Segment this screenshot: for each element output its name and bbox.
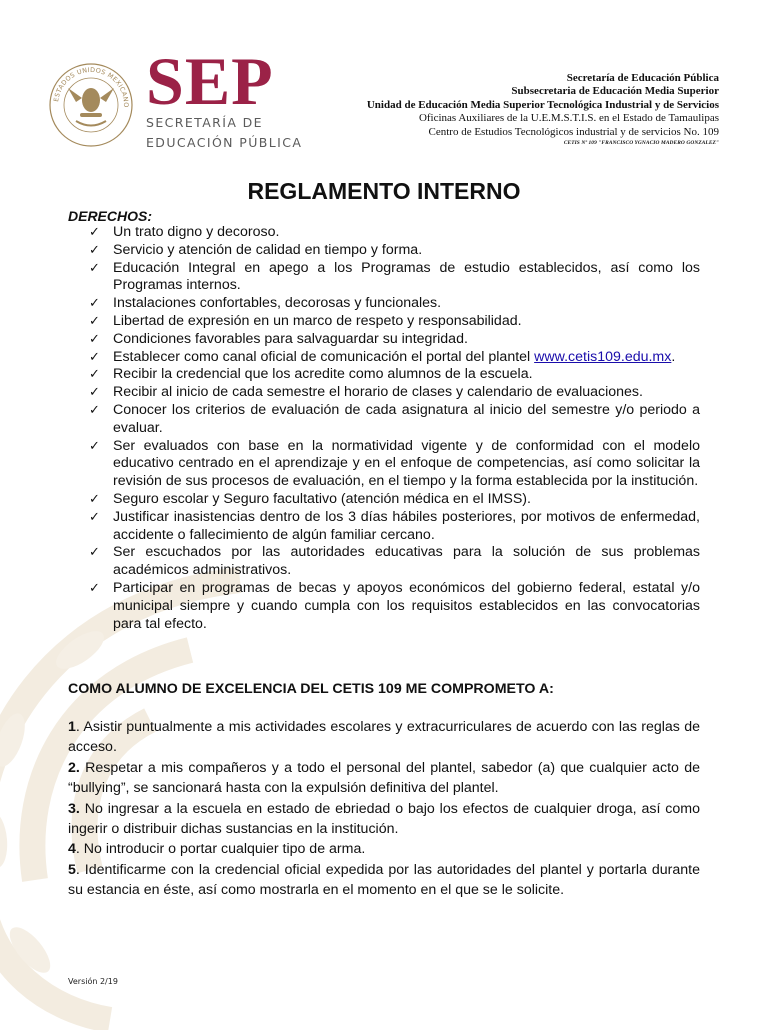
commitments-list (68, 717, 700, 901)
rights-item-text: Conocer los criterios de evaluación de cada asignatura al inicio del semestre y/o periodo a evaluar. (113, 401, 700, 436)
rights-item-text: Libertad de expresión en un marco de respeto y responsabilidad. (113, 312, 522, 329)
sep-wordmark: SEP (146, 43, 274, 119)
check-icon: ✓ (89, 545, 100, 561)
list-item (86, 544, 700, 580)
rights-item-text: Establecer como canal oficial de comunicación el portal del plantel (113, 348, 531, 365)
check-icon: ✓ (89, 438, 100, 454)
rights-item-text: Servicio y atención de calidad en tiempo y forma. (113, 241, 423, 258)
list-item (86, 580, 700, 633)
institution-line-2: Subsecretaria de Educación Media Superior (511, 85, 719, 98)
check-icon: ✓ (89, 509, 100, 525)
rights-item-text: Condiciones favorables para salvaguardar su integridad. (113, 330, 468, 347)
portal-link-suffix: . (671, 348, 676, 365)
list-item (86, 366, 700, 384)
check-icon: ✓ (89, 367, 100, 383)
check-icon: ✓ (89, 385, 100, 401)
commitment-text: No ingresar a la escuela en estado de ebriedad o bajo los efectos de cualquier droga, así como ingerir o distribuir dichas sustancias en la institución. (68, 800, 700, 838)
check-icon: ✓ (89, 580, 100, 596)
list-item (86, 224, 700, 242)
sep-brand (146, 43, 303, 152)
rights-item-text: Recibir al inicio de cada semestre el horario de clases y calendario de evaluaciones. (113, 384, 643, 401)
rights-item-text: Ser evaluados con base en la normatividad vigente y de conformidad con el modelo educativo centrado en el aprendizaje y en el enfoque de competencias, así como solicitar la revisión de sus procesos de evaluación, en el tiempo y la forma establecida por la institución. (113, 437, 700, 490)
commitment-text: . No introducir o portar cualquier tipo de arma. (75, 841, 366, 858)
commitment-number: 2. (68, 759, 80, 776)
list-item (86, 402, 700, 438)
mexico-seal-logo (46, 58, 136, 148)
rights-heading: DERECHOS: (68, 208, 153, 224)
list-item (86, 491, 700, 509)
list-item (86, 313, 700, 331)
check-icon: ✓ (89, 225, 100, 240)
commitments-heading: COMO ALUMNO DE EXCELENCIA DEL CETIS 109 ME COMPROMETO A: (68, 681, 554, 697)
institution-line-5: Centro de Estudios Tecnológicos industrial y de servicios No. 109 (428, 125, 719, 138)
institution-line-4: Oficinas Auxiliares de la U.E.M.S.T.I.S. en el Estado de Tamaulipas (418, 112, 719, 125)
rights-item-text: Justificar inasistencias dentro de los 3 días hábiles posteriores, por motivos de enfermedad, accidente o fallecimiento de algún familiar cercano. (113, 508, 700, 543)
commitment-item (68, 860, 700, 901)
list-item (86, 384, 700, 402)
commitment-number: 1 (68, 719, 76, 735)
check-icon: ✓ (89, 402, 100, 418)
school-portal-link[interactable]: www.cetis109.edu.mx (534, 348, 672, 365)
check-icon: ✓ (89, 331, 100, 347)
institution-line-1: Secretaría de Educación Pública (566, 72, 719, 84)
commitment-item (68, 717, 700, 758)
list-item (86, 295, 700, 313)
institution-header (367, 72, 719, 148)
list-item (86, 242, 700, 260)
commitment-number: 3. (68, 800, 80, 817)
check-icon: ✓ (89, 349, 100, 365)
list-item (86, 509, 700, 545)
seal-text: ESTADOS UNIDOS MEXICANO (52, 65, 131, 108)
rights-item-text: Participar en programas de becas y apoyos económicos del gobierno federal, estatal y/o municipal siempre y cuando cumpla con los requisitos establecidos en las convocatorias para tal efecto. (113, 579, 700, 632)
commitment-number: 5 (68, 861, 76, 878)
check-icon: ✓ (89, 313, 100, 329)
check-icon: ✓ (89, 260, 100, 276)
check-icon: ✓ (89, 242, 100, 258)
commitment-number: 4 (68, 841, 76, 858)
rights-item-text: Un trato digno y decoroso. (113, 224, 280, 240)
commitment-text: . Identificarme con la credencial oficial expedida por las autoridades del plantel y portarla durante su estancia en éste, así como mostrarla en el momento en el que se le solicite. (68, 861, 700, 899)
list-item (86, 331, 700, 349)
document-title: REGLAMENTO INTERNO (247, 178, 521, 204)
institution-line-3: Unidad de Educación Media Superior Tecnológica Industrial y de Servicios (366, 98, 719, 111)
list-item (86, 438, 700, 491)
rights-list (86, 224, 700, 633)
commitment-item (68, 758, 700, 799)
brand-subtitle-line-1: SECRETARÍA DE (146, 115, 263, 130)
rights-item-text: Instalaciones confortables, decorosas y funcionales. (113, 295, 442, 312)
rights-item-text: Educación Integral en apego a los Programas de estudio establecidos, así como los Programas internos. (113, 259, 700, 294)
check-icon: ✓ (89, 296, 100, 312)
check-icon: ✓ (89, 491, 100, 507)
list-item (86, 260, 700, 296)
commitment-text: . Asistir puntualmente a mis actividades escolares y extracurriculares de acuerdo con las reglas de acceso. (68, 719, 700, 756)
rights-item-text: Recibir la credencial que los acredite como alumnos de la escuela. (113, 366, 533, 383)
institution-line-6: CETIS Nº 109 "FRANCISCO YGNACIO MADERO GONZALEZ" (563, 140, 719, 147)
commitment-item (68, 839, 700, 859)
rights-item-text: Seguro escolar y Seguro facultativo (atención médica en el IMSS). (113, 490, 531, 507)
brand-subtitle-line-2: EDUCACIÓN PÚBLICA (146, 135, 303, 150)
rights-item-text: Ser escuchados por las autoridades educativas para la solución de sus problemas académicos administrativos. (113, 544, 700, 579)
commitment-text: Respetar a mis compañeros y a todo el personal del plantel, sabedor (a) que cualquier acto de “bullying”, se sancionará hasta con la expulsión definitiva del plantel. (68, 759, 700, 797)
commitment-item (68, 799, 700, 840)
version-label: Versión 2/19 (68, 977, 118, 986)
list-item (86, 349, 700, 367)
